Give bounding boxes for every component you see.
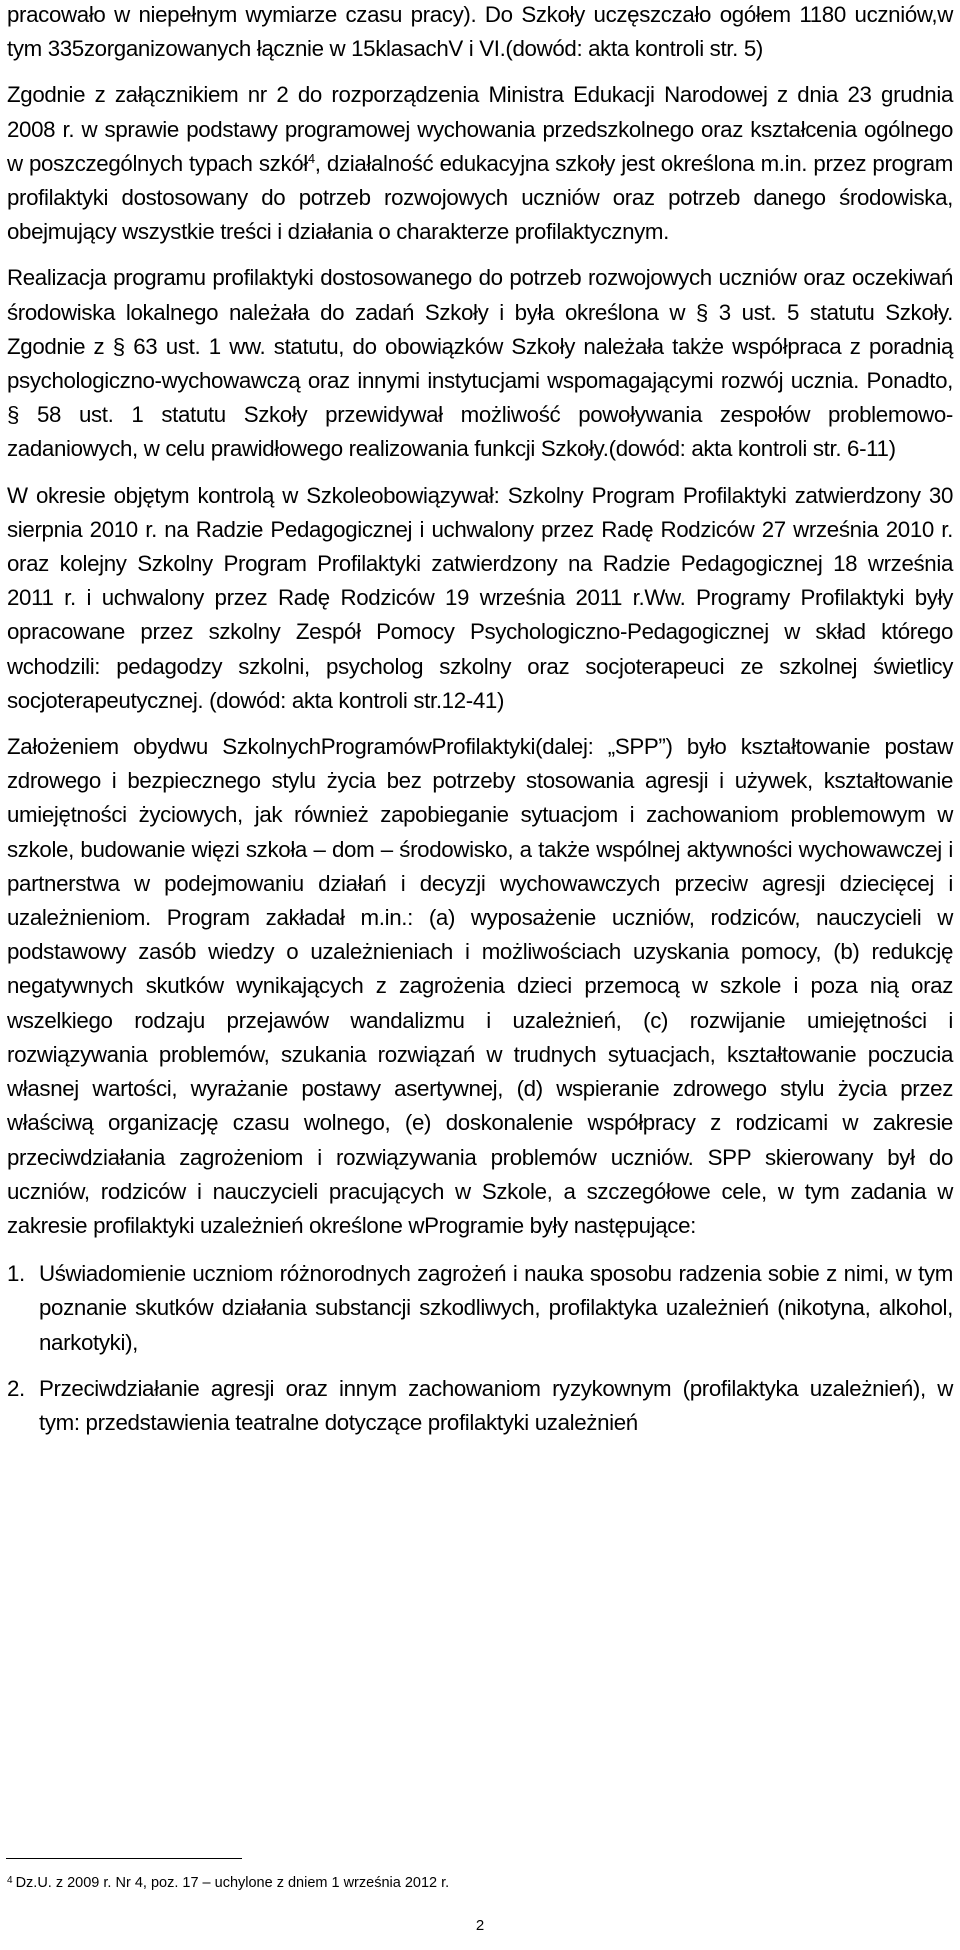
footnote <box>7 1872 449 1892</box>
list-item-number: 2. <box>7 1375 25 1401</box>
list-item-text: Uświadomienie uczniom różnorodnych zagrożeń i nauka sposobu radzenia sobie z nimi, w tym poznanie skutków działania substancji szkodliwych, profilaktyka uzależnień (nikotyna, alkohol, narkotyki), <box>39 1261 953 1355</box>
list-item <box>7 1257 953 1360</box>
paragraph-2-text: Zgodnie z załącznikiem nr 2 do rozporządzenia Ministra Edukacji Narodowej z dnia 23 grudnia 2008 r. w sprawie podstawy programowej wychowania przedszkolnego oraz kształcenia ogólnego w poszczególnych typach szkół <box>7 82 953 176</box>
numbered-list <box>7 1257 953 1440</box>
page-number: 2 <box>475 1917 485 1934</box>
paragraph-2 <box>7 78 953 249</box>
list-item-text: Przeciwdziałanie agresji oraz innym zachowaniom ryzykownym (profilaktyka uzależnień), w tym: przedstawienia teatralne dotyczące profilaktyki uzależnień <box>39 1375 953 1435</box>
footnote-marker: 4 <box>7 1875 13 1886</box>
paragraph-1: pracowało w niepełnym wymiarze czasu pracy). Do Szkoły uczęszczało ogółem 1180 uczniów,w tym 335zorganizowanych łącznie w 15klasachV i VI.(dowód: akta kontroli str. 5) <box>7 2 953 62</box>
document-body <box>7 0 953 1452</box>
paragraph-3: Realizacja programu profilaktyki dostosowanego do potrzeb rozwojowych uczniów oraz oczekiwań środowiska lokalnego należała do zadań Szkoły i była określona w § 3 ust. 5 statutu Szkoły. Zgodnie z § 63 ust. 1 ww. statutu, do obowiązków Szkoły należała także współpraca z poradnią psychologiczno-wychowawczą oraz innymi instytucjami wspomagającymi rozwój ucznia. Ponadto, § 58 ust. 1 statutu Szkoły przewidywał możliwość powoływania zespołów problemowo-zadaniowych, w celu prawidłowego realizowania funkcji Szkoły.(dowód: akta kontroli str. 6-11) <box>7 265 953 462</box>
list-item <box>7 1372 953 1440</box>
list-item-number: 1. <box>7 1261 25 1287</box>
footnote-separator <box>6 1858 242 1859</box>
paragraph-5: Założeniem obydwu SzkolnychProgramówProfilaktyki(dalej: „SPP”) było kształtowanie postaw zdrowego i bezpiecznego stylu życia bez potrzeby stosowania agresji i używek, kształtowanie umiejętności życiowych, jak również zapobieganie sytuacjom i zachowaniom problemowym w szkole, budowanie więzi szkoła – dom – środowisko, a także wspólnej aktywności wychowawczej i partnerstwa w podejmowaniu działań i decyzji wychowawczych przeciw agresji dziecięcej i uzależnieniom. Program zakładał m.in.: (a) wyposażenie uczniów, rodziców, nauczycieli w podstawowy zasób wiedzy o uzależnieniach i możliwościach uzyskania pomocy, (b) redukcję negatywnych skutków wynikających z zagrożenia dzieci przemocą w szkole i poza nią oraz wszelkiego rodzaju przejawów wandalizmu i uzależnień, (c) rozwijanie umiejętności i rozwiązywania problemów, szukania rozwiązań w trudnych sytuacjach, kształtowanie poczucia własnej wartości, wyrażanie postawy asertywnej, (d) wspieranie zdrowego stylu życia przez właściwą organizację czasu wolnego, (e) doskonalenie współpracy z rodzicami w zakresie przeciwdziałania zagrożeniom i rozwiązywania problemów uczniów. SPP skierowany był do uczniów, rodziców i nauczycieli pracujących w Szkole, a szczegółowe cele, w tym zadania w zakresie profilaktyki uzależnień określone wProgramie były następujące: <box>7 734 953 1238</box>
paragraph-2-continuation: , działalność edukacyjna szkoły jest określona m.in. przez program profilaktyki dostosowany do potrzeb rozwojowych uczniów oraz potrzeb danego środowiska, obejmujący wszystkie treści i działania o charakterze profilaktycznym. <box>7 150 953 245</box>
paragraph-4: W okresie objętym kontrolą w Szkoleobowiązywał: Szkolny Program Profilaktyki zatwierdzony 30 sierpnia 2010 r. na Radzie Pedagogicznej i uchwalony przez Radę Rodziców 27 września 2010 r. oraz kolejny Szkolny Program Profilaktyki zatwierdzony na Radzie Pedagogicznej 18 września 2011 r. i uchwalony przez Radę Rodziców 19 września 2011 r.Ww. Programy Profilaktyki były opracowane przez szkolny Zespół Pomocy Psychologiczno-Pedagogicznej w skład którego wchodzili: pedagodzy szkolni, psycholog szkolny oraz socjoterapeuci ze szkolnej świetlicy socjoterapeutycznej. (dowód: akta kontroli str.12-41) <box>7 482 953 713</box>
footnote-reference[interactable]: 4 <box>307 150 315 166</box>
footnote-text: Dz.U. z 2009 r. Nr 4, poz. 17 – uchylone z dniem 1 września 2012 r. <box>15 1875 450 1891</box>
